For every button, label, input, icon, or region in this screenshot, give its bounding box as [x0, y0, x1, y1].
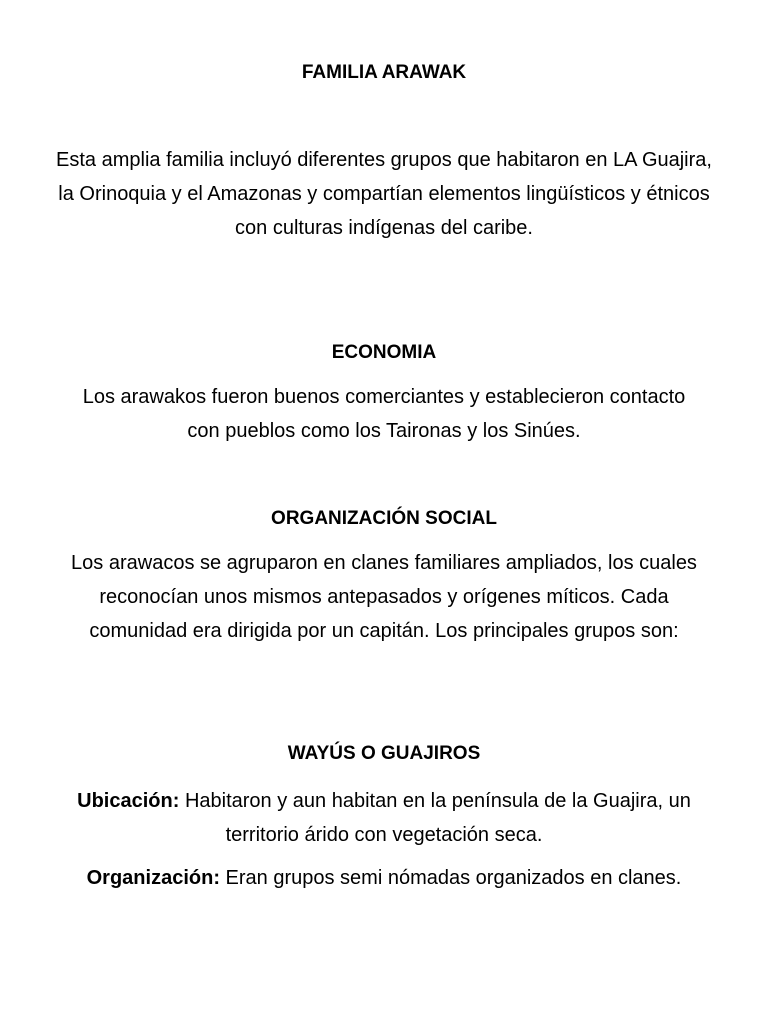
organizacion-text: Eran grupos semi nómadas organizados en clanes.: [219, 867, 682, 889]
ubicacion-label: Ubicación:: [77, 790, 180, 812]
ubicacion-text: Habitaron y aun habitan en la península de la Guajira, un territorio árido con vegetación seca.: [179, 790, 691, 846]
organizacion-social-paragraph: Los arawacos se agruparon en clanes familiares ampliados, los cuales reconocían unos mismos antepasados y orígenes míticos. Cada comunidad era dirigida por un capitán. Los principales grupos son:: [71, 552, 697, 642]
intro-paragraph: Esta amplia familia incluyó diferentes grupos que habitaron en LA Guajira, la Orinoquia y el Amazonas y compartían elementos lingüísticos y étnicos con culturas indígenas del caribe.: [56, 149, 712, 239]
document-title: FAMILIA ARAWAK: [301, 62, 467, 83]
organizacion-social-heading: ORGANIZACIÓN SOCIAL: [271, 508, 497, 529]
economia-heading: ECONOMIA: [331, 342, 437, 363]
economia-paragraph: Los arawakos fueron buenos comerciantes y establecieron contacto con pueblos como los Taironas y los Sinúes.: [82, 386, 686, 442]
organizacion-label: Organización:: [86, 867, 220, 889]
wayus-heading: WAYÚS O GUAJIROS: [287, 743, 481, 764]
organizacion-paragraph: [74, 861, 694, 895]
ubicacion-paragraph: [74, 784, 694, 852]
